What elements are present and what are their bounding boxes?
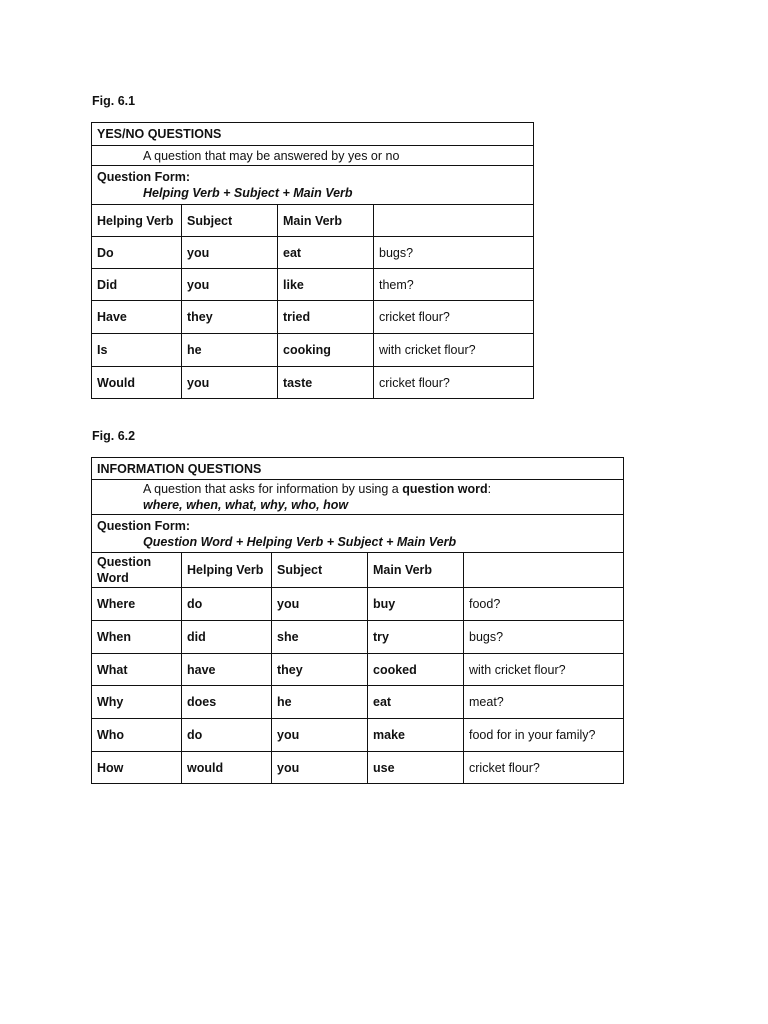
- table-title: YES/NO QUESTIONS: [92, 123, 534, 146]
- table-cell: Do: [92, 237, 182, 269]
- column-header: [374, 205, 534, 237]
- table-cell: them?: [374, 269, 534, 301]
- table-cell: cricket flour?: [374, 367, 534, 399]
- table-cell: cricket flour?: [464, 752, 624, 784]
- table-cell: make: [368, 719, 464, 752]
- question-word-term: question word: [402, 482, 488, 496]
- table-cell: Did: [92, 269, 182, 301]
- question-form-formula: Question Word + Helping Verb + Subject + Main Verb: [143, 534, 457, 549]
- column-header: Question Word: [92, 553, 182, 588]
- table-cell: taste: [278, 367, 374, 399]
- table-row: [92, 237, 534, 269]
- definition-row: [92, 480, 624, 515]
- table-cell: meat?: [464, 686, 624, 719]
- table-cell: you: [272, 588, 368, 621]
- table-row: [92, 301, 534, 334]
- table-cell: with cricket flour?: [374, 334, 534, 367]
- table-cell: What: [92, 654, 182, 686]
- table-cell: Have: [92, 301, 182, 334]
- table-cell: they: [272, 654, 368, 686]
- table-row: [92, 269, 534, 301]
- column-header: Main Verb: [368, 553, 464, 588]
- table-cell: they: [182, 301, 278, 334]
- table-cell: you: [182, 237, 278, 269]
- table-cell: bugs?: [464, 621, 624, 654]
- table-cell: cooked: [368, 654, 464, 686]
- table-cell: do: [182, 588, 272, 621]
- table-cell: Is: [92, 334, 182, 367]
- table-row: [92, 621, 624, 654]
- table-cell: buy: [368, 588, 464, 621]
- table-cell: When: [92, 621, 182, 654]
- definition-row: [92, 146, 534, 166]
- table-cell: eat: [368, 686, 464, 719]
- table-row: [92, 588, 624, 621]
- table-cell: does: [182, 686, 272, 719]
- table-cell: like: [278, 269, 374, 301]
- yes-no-questions-table: [91, 122, 534, 399]
- table-title-row: [92, 458, 624, 480]
- table-cell: food?: [464, 588, 624, 621]
- table-cell: cricket flour?: [374, 301, 534, 334]
- table-cell: have: [182, 654, 272, 686]
- question-words-list: where, when, what, why, who, how: [143, 498, 349, 512]
- column-header: Main Verb: [278, 205, 374, 237]
- question-form-label: Question Form:: [97, 170, 191, 184]
- table-cell: eat: [278, 237, 374, 269]
- column-header: Helping Verb: [182, 553, 272, 588]
- question-form-formula: Helping Verb + Subject + Main Verb: [143, 186, 353, 200]
- table-cell: with cricket flour?: [464, 654, 624, 686]
- table-cell: you: [182, 269, 278, 301]
- table-row: [92, 334, 534, 367]
- fig-6-1-label: Fig. 6.1: [92, 94, 136, 108]
- table-cell: How: [92, 752, 182, 784]
- fig-6-2-label: Fig. 6.2: [92, 429, 136, 443]
- table-cell: food for in your family?: [464, 719, 624, 752]
- question-form-row: [92, 166, 534, 205]
- table-cell: use: [368, 752, 464, 784]
- table-cell: try: [368, 621, 464, 654]
- table-cell: cooking: [278, 334, 374, 367]
- column-header: Helping Verb: [92, 205, 182, 237]
- table-cell: tried: [278, 301, 374, 334]
- table-cell: you: [272, 719, 368, 752]
- table-title: INFORMATION QUESTIONS: [92, 458, 624, 480]
- column-header: Subject: [182, 205, 278, 237]
- table-cell: bugs?: [374, 237, 534, 269]
- table-cell: you: [182, 367, 278, 399]
- table-row: [92, 367, 534, 399]
- table-row: [92, 752, 624, 784]
- table-cell: he: [182, 334, 278, 367]
- table-cell: Who: [92, 719, 182, 752]
- table-cell: do: [182, 719, 272, 752]
- question-form-label: Question Form:: [97, 518, 191, 533]
- table-cell: she: [272, 621, 368, 654]
- definition-text: A question that asks for information by using a question word:: [143, 482, 492, 496]
- table-row: [92, 654, 624, 686]
- table-cell: Where: [92, 588, 182, 621]
- table-cell: did: [182, 621, 272, 654]
- table-title-row: [92, 123, 534, 146]
- information-questions-table: [91, 457, 624, 784]
- table-cell: you: [272, 752, 368, 784]
- column-header: [464, 553, 624, 588]
- table-cell: Would: [92, 367, 182, 399]
- table-cell: would: [182, 752, 272, 784]
- column-header: Subject: [272, 553, 368, 588]
- column-header-row: [92, 553, 624, 588]
- table-cell: he: [272, 686, 368, 719]
- table-row: [92, 719, 624, 752]
- question-form-row: [92, 515, 624, 553]
- column-header-row: [92, 205, 534, 237]
- table-row: [92, 686, 624, 719]
- table-cell: Why: [92, 686, 182, 719]
- definition-text: A question that may be answered by yes or no: [92, 146, 534, 166]
